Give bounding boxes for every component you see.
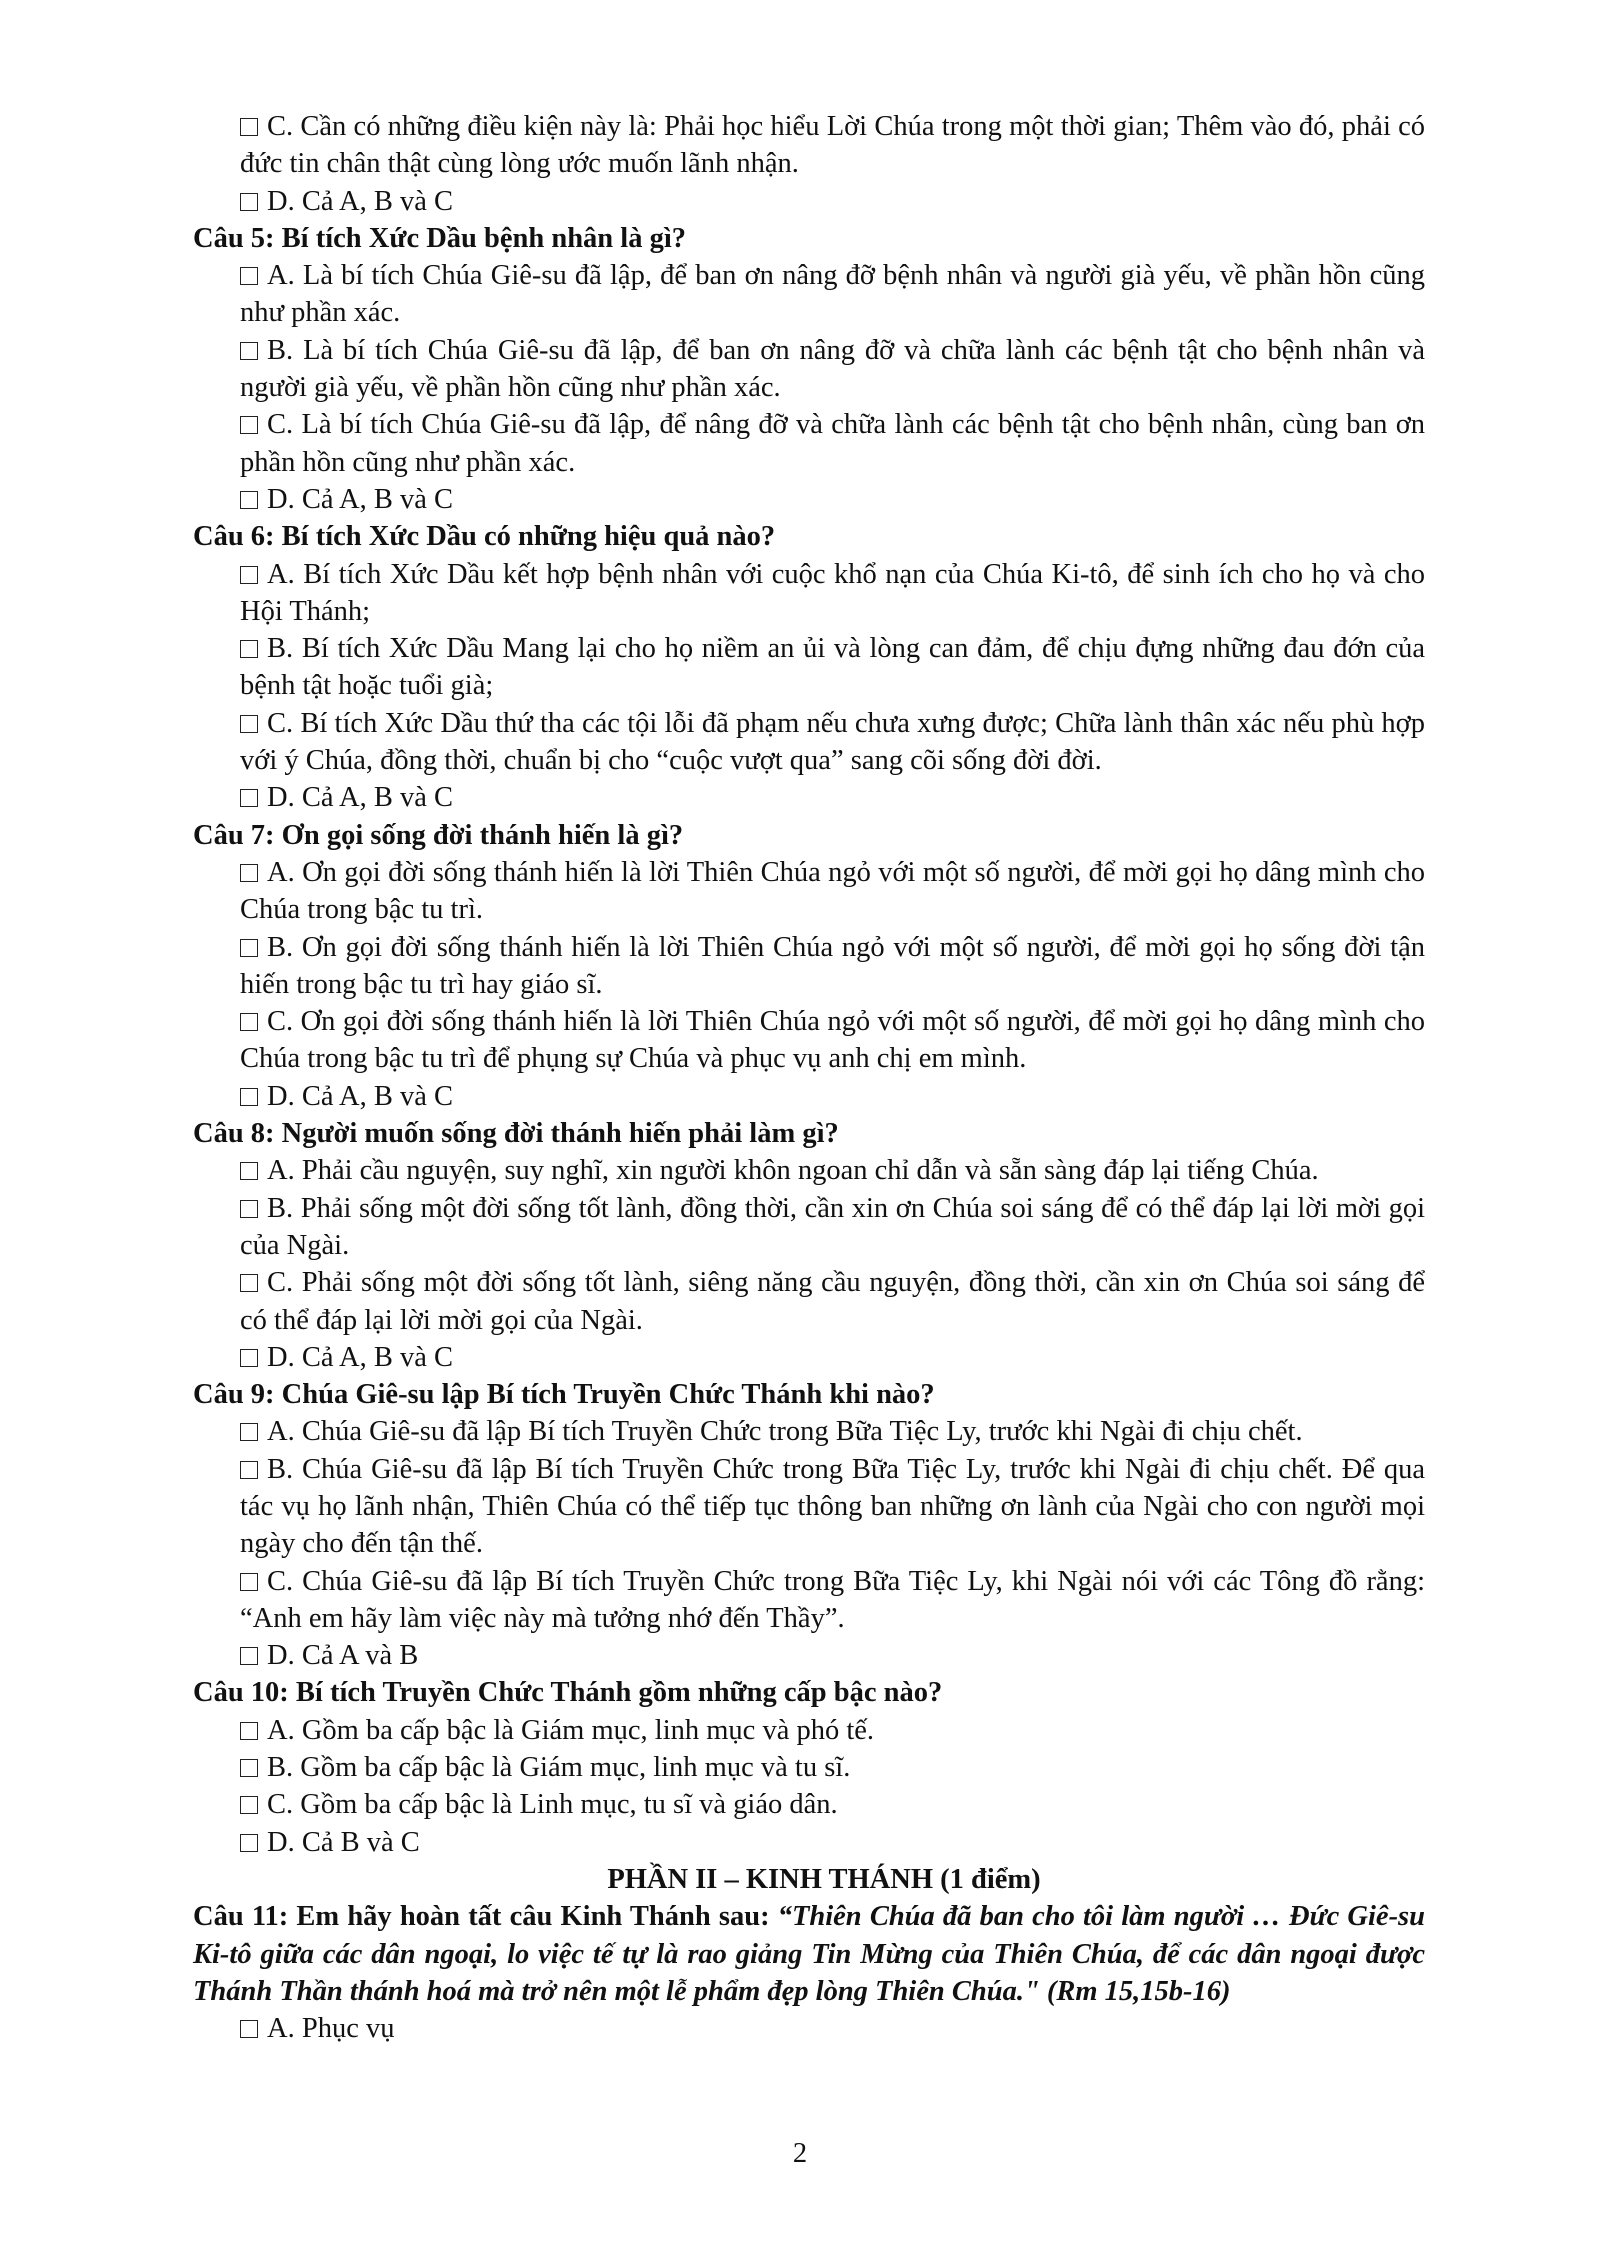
- question-title: Câu 6: Bí tích Xức Dầu có những hiệu quả nào?: [193, 521, 776, 553]
- option-letter: C.: [267, 1565, 294, 1597]
- option-text: Cả A, B và C: [301, 483, 454, 515]
- checkbox-icon[interactable]: [240, 2020, 258, 2038]
- checkbox-icon[interactable]: [240, 566, 258, 584]
- question-4-option: [193, 108, 1425, 183]
- checkbox-icon[interactable]: [240, 789, 258, 807]
- answer-option: [193, 1339, 1425, 1376]
- answer-option: [193, 1563, 1425, 1638]
- option-letter: B.: [267, 1453, 294, 1485]
- question-title: Câu 9: Chúa Giê-su lập Bí tích Truyền Chức Thánh khi nào?: [193, 1379, 935, 1411]
- page-number: 2: [792, 2138, 808, 2169]
- answer-option: [193, 1190, 1425, 1265]
- answer-option: [193, 854, 1425, 929]
- checkbox-icon[interactable]: [240, 640, 258, 658]
- option-text: Cả A, B và C: [301, 1080, 454, 1112]
- question-title: Câu 8: Người muốn sống đời thánh hiến phải làm gì?: [193, 1118, 839, 1150]
- option-text: Chúa Giê-su đã lập Bí tích Truyền Chức trong Bữa Tiệc Ly, trước khi Ngài đi chịu chết.: [301, 1416, 1303, 1448]
- option-text: Là bí tích Chúa Giê-su đã lập, để ban ơn nâng đỡ và chữa lành các bệnh tật cho bệnh nhân và người già yếu, về phần hồn cũng như phần xác.: [240, 334, 1426, 404]
- answer-option: [193, 705, 1425, 780]
- checkbox-icon[interactable]: [240, 1461, 258, 1479]
- option-text: Phải cầu nguyện, suy nghĩ, xin người khôn ngoan chỉ dẫn và sẵn sàng đáp lại tiếng Chúa.: [301, 1155, 1319, 1187]
- checkbox-icon[interactable]: [240, 118, 258, 136]
- option-text: Là bí tích Chúa Giê-su đã lập, để ban ơn nâng đỡ bệnh nhân và người già yếu, về phần hồn cũng như phần xác.: [240, 260, 1425, 329]
- option-text: Bí tích Xức Dầu thứ tha các tội lỗi đã phạm nếu chưa xưng được; Chữa lành thân xác nếu phù hợp với ý Chúa, đồng thời, chuẩn bị cho “cuộc vượt qua” sang cõi sống đời đời.: [240, 707, 1425, 777]
- answer-option: [193, 1451, 1425, 1563]
- option-text: Phải sống một đời sống tốt lành, đồng thời, cần xin ơn Chúa soi sáng để có thể đáp lại lời mời gọi của Ngài.: [240, 1192, 1426, 1261]
- question-4-remaining-options: [193, 108, 1425, 220]
- option-letter: D.: [267, 1640, 295, 1672]
- answer-option: [193, 1786, 1425, 1823]
- document-page: [193, 108, 1425, 2047]
- answer-option: [193, 779, 1425, 816]
- checkbox-icon[interactable]: [240, 1162, 258, 1180]
- answer-option: [193, 257, 1425, 332]
- checkbox-icon[interactable]: [240, 491, 258, 509]
- answer-option: [193, 556, 1425, 631]
- checkbox-icon[interactable]: [240, 416, 258, 434]
- option-letter: A.: [267, 260, 295, 292]
- option-letter: A.: [267, 1714, 295, 1746]
- checkbox-icon[interactable]: [240, 267, 258, 285]
- answer-option: [193, 1824, 1425, 1861]
- checkbox-icon[interactable]: [240, 193, 258, 211]
- question-4-option: [193, 183, 1425, 220]
- option-text: Gồm ba cấp bậc là Giám mục, linh mục và tu sĩ.: [300, 1752, 851, 1784]
- question-list: [193, 220, 1425, 1861]
- option-letter: B.: [267, 633, 294, 665]
- option-text: Cả B và C: [301, 1826, 420, 1858]
- option-letter: A.: [267, 1155, 295, 1187]
- answer-option: [193, 1749, 1425, 1786]
- option-text: Là bí tích Chúa Giê-su đã lập, để nâng đỡ và chữa lành các bệnh tật cho bệnh nhân, cùng ban ơn phần hồn cũng như phần xác.: [240, 409, 1426, 478]
- option-letter: D.: [267, 1826, 295, 1858]
- answer-option: [193, 1078, 1425, 1115]
- option-letter: D.: [267, 483, 295, 515]
- option-text: Cả A và B: [301, 1640, 419, 1672]
- option-letter: C.: [267, 1006, 294, 1038]
- option-text: Phục vụ: [301, 2013, 395, 2045]
- option-letter: A.: [267, 2013, 295, 2045]
- option-text: Cần có những điều kiện này là: Phải học hiểu Lời Chúa trong một thời gian; Thêm vào đó, phải có đức tin chân thật cùng lòng ước muốn lãnh nhận.: [240, 111, 1425, 180]
- checkbox-icon[interactable]: [240, 1200, 258, 1218]
- option-letter: A.: [267, 558, 295, 590]
- option-letter: D.: [267, 1080, 295, 1112]
- question-block: [193, 1376, 1425, 1674]
- option-text: Chúa Giê-su đã lập Bí tích Truyền Chức trong Bữa Tiệc Ly, khi Ngài nói với các Tông đồ rằng: “Anh em hãy làm việc này mà tưởng nhớ đến Thầy”.: [240, 1565, 1426, 1634]
- option-letter: C.: [267, 409, 294, 441]
- option-letter: C.: [267, 1267, 294, 1299]
- checkbox-icon[interactable]: [240, 1834, 258, 1852]
- checkbox-icon[interactable]: [240, 1573, 258, 1591]
- checkbox-icon[interactable]: [240, 864, 258, 882]
- option-text: Gồm ba cấp bậc là Linh mục, tu sĩ và giáo dân.: [300, 1789, 838, 1821]
- question-block: [193, 1674, 1425, 1860]
- answer-option: [193, 332, 1425, 407]
- checkbox-icon[interactable]: [240, 342, 258, 360]
- option-letter: C.: [267, 111, 294, 142]
- answer-option: [193, 929, 1425, 1004]
- question-11-lead: Câu 11: Em hãy hoàn tất câu Kinh Thánh sau:: [193, 1901, 778, 1933]
- option-text: Bí tích Xức Dầu kết hợp bệnh nhân với cuộc khổ nạn của Chúa Ki-tô, để sinh ích cho họ và cho Hội Thánh;: [240, 558, 1426, 627]
- question-block: [193, 817, 1425, 1115]
- answer-option: [193, 406, 1425, 481]
- option-letter: B.: [267, 1752, 294, 1784]
- option-text: Gồm ba cấp bậc là Giám mục, linh mục và phó tế.: [301, 1714, 875, 1746]
- question-title: Câu 5: Bí tích Xức Dầu bệnh nhân là gì?: [193, 222, 686, 254]
- option-text: Cả A, B và C: [301, 782, 454, 814]
- option-letter: D.: [267, 782, 295, 814]
- checkbox-icon[interactable]: [240, 1088, 258, 1106]
- checkbox-icon[interactable]: [240, 715, 258, 733]
- answer-option: [193, 1637, 1425, 1674]
- option-text: Ơn gọi đời sống thánh hiến là lời Thiên Chúa ngỏ với một số người, để mời gọi họ dâng mình cho Chúa trong bậc tu trì.: [240, 856, 1426, 926]
- option-letter: B.: [267, 931, 294, 963]
- option-letter: C.: [267, 707, 294, 739]
- checkbox-icon[interactable]: [240, 939, 258, 957]
- question-block: [193, 518, 1425, 816]
- option-text: Chúa Giê-su đã lập Bí tích Truyền Chức trong Bữa Tiệc Ly, trước khi Ngài đi chịu chết. Để qua tác vụ họ lãnh nhận, Thiên Chúa có thể tiếp tục thông ban những ơn lành của Ngài cho con người mọi ngày cho đến tận thế.: [240, 1453, 1426, 1560]
- answer-option: [193, 481, 1425, 518]
- option-letter: A.: [267, 856, 295, 888]
- checkbox-icon[interactable]: [240, 1423, 258, 1441]
- checkbox-icon[interactable]: [240, 1647, 258, 1665]
- question-title: Câu 10: Bí tích Truyền Chức Thánh gồm những cấp bậc nào?: [193, 1677, 943, 1709]
- section-2-title: PHẦN II – KINH THÁNH (1 điểm): [607, 1863, 1041, 1895]
- answer-option: [193, 1413, 1425, 1450]
- option-text: Bí tích Xức Dầu Mang lại cho họ niềm an ủi và lòng can đảm, để chịu đựng những đau đớn của bệnh tật hoặc tuổi già;: [240, 633, 1426, 702]
- checkbox-icon[interactable]: [240, 1796, 258, 1814]
- option-letter: D.: [267, 1341, 295, 1373]
- question-11: [193, 1898, 1425, 2010]
- checkbox-icon[interactable]: [240, 1759, 258, 1777]
- question-11-quote: “Thiên Chúa đã ban cho tôi làm người … Đức Giê-su Ki-tô giữa các dân ngoại, lo việc tế tự là rao giảng Tin Mừng của Thiên Chúa, để các dân ngoại được Thánh Thần thánh hoá mà trở nên một lễ phẩm đẹp lòng Thiên Chúa." (Rm 15,15b-16): [193, 1901, 1425, 2007]
- question-block: [193, 1115, 1425, 1376]
- option-letter: B.: [267, 334, 294, 366]
- question-11-option: [193, 2010, 1425, 2047]
- option-letter: B.: [267, 1192, 294, 1224]
- answer-option: [193, 630, 1425, 705]
- answer-option: [193, 1003, 1425, 1078]
- option-letter: A.: [267, 1416, 295, 1448]
- option-text: Phải sống một đời sống tốt lành, siêng năng cầu nguyện, đồng thời, cần xin ơn Chúa soi sáng để có thể đáp lại lời mời gọi của Ngài.: [240, 1267, 1426, 1336]
- answer-option: [193, 1152, 1425, 1189]
- question-block: [193, 220, 1425, 518]
- option-text: Cả A, B và C: [301, 185, 454, 217]
- option-text: Ơn gọi đời sống thánh hiến là lời Thiên Chúa ngỏ với một số người, để mời gọi họ dâng mình cho Chúa trong bậc tu trì để phụng sự Chúa và phục vụ anh chị em mình.: [240, 1006, 1426, 1075]
- checkbox-icon[interactable]: [240, 1274, 258, 1292]
- option-letter: D.: [267, 185, 295, 217]
- question-title: Câu 7: Ơn gọi sống đời thánh hiến là gì?: [193, 819, 684, 851]
- option-text: Cả A, B và C: [301, 1341, 454, 1373]
- answer-option: [193, 1264, 1425, 1339]
- answer-option: [193, 1712, 1425, 1749]
- option-text: Ơn gọi đời sống thánh hiến là lời Thiên Chúa ngỏ với một số người, để mời gọi họ sống đời tận hiến trong bậc tu trì hay giáo sĩ.: [240, 931, 1426, 1000]
- checkbox-icon[interactable]: [240, 1722, 258, 1740]
- question-11-options: [193, 2010, 1425, 2047]
- checkbox-icon[interactable]: [240, 1349, 258, 1367]
- option-letter: C.: [267, 1789, 294, 1821]
- checkbox-icon[interactable]: [240, 1013, 258, 1031]
